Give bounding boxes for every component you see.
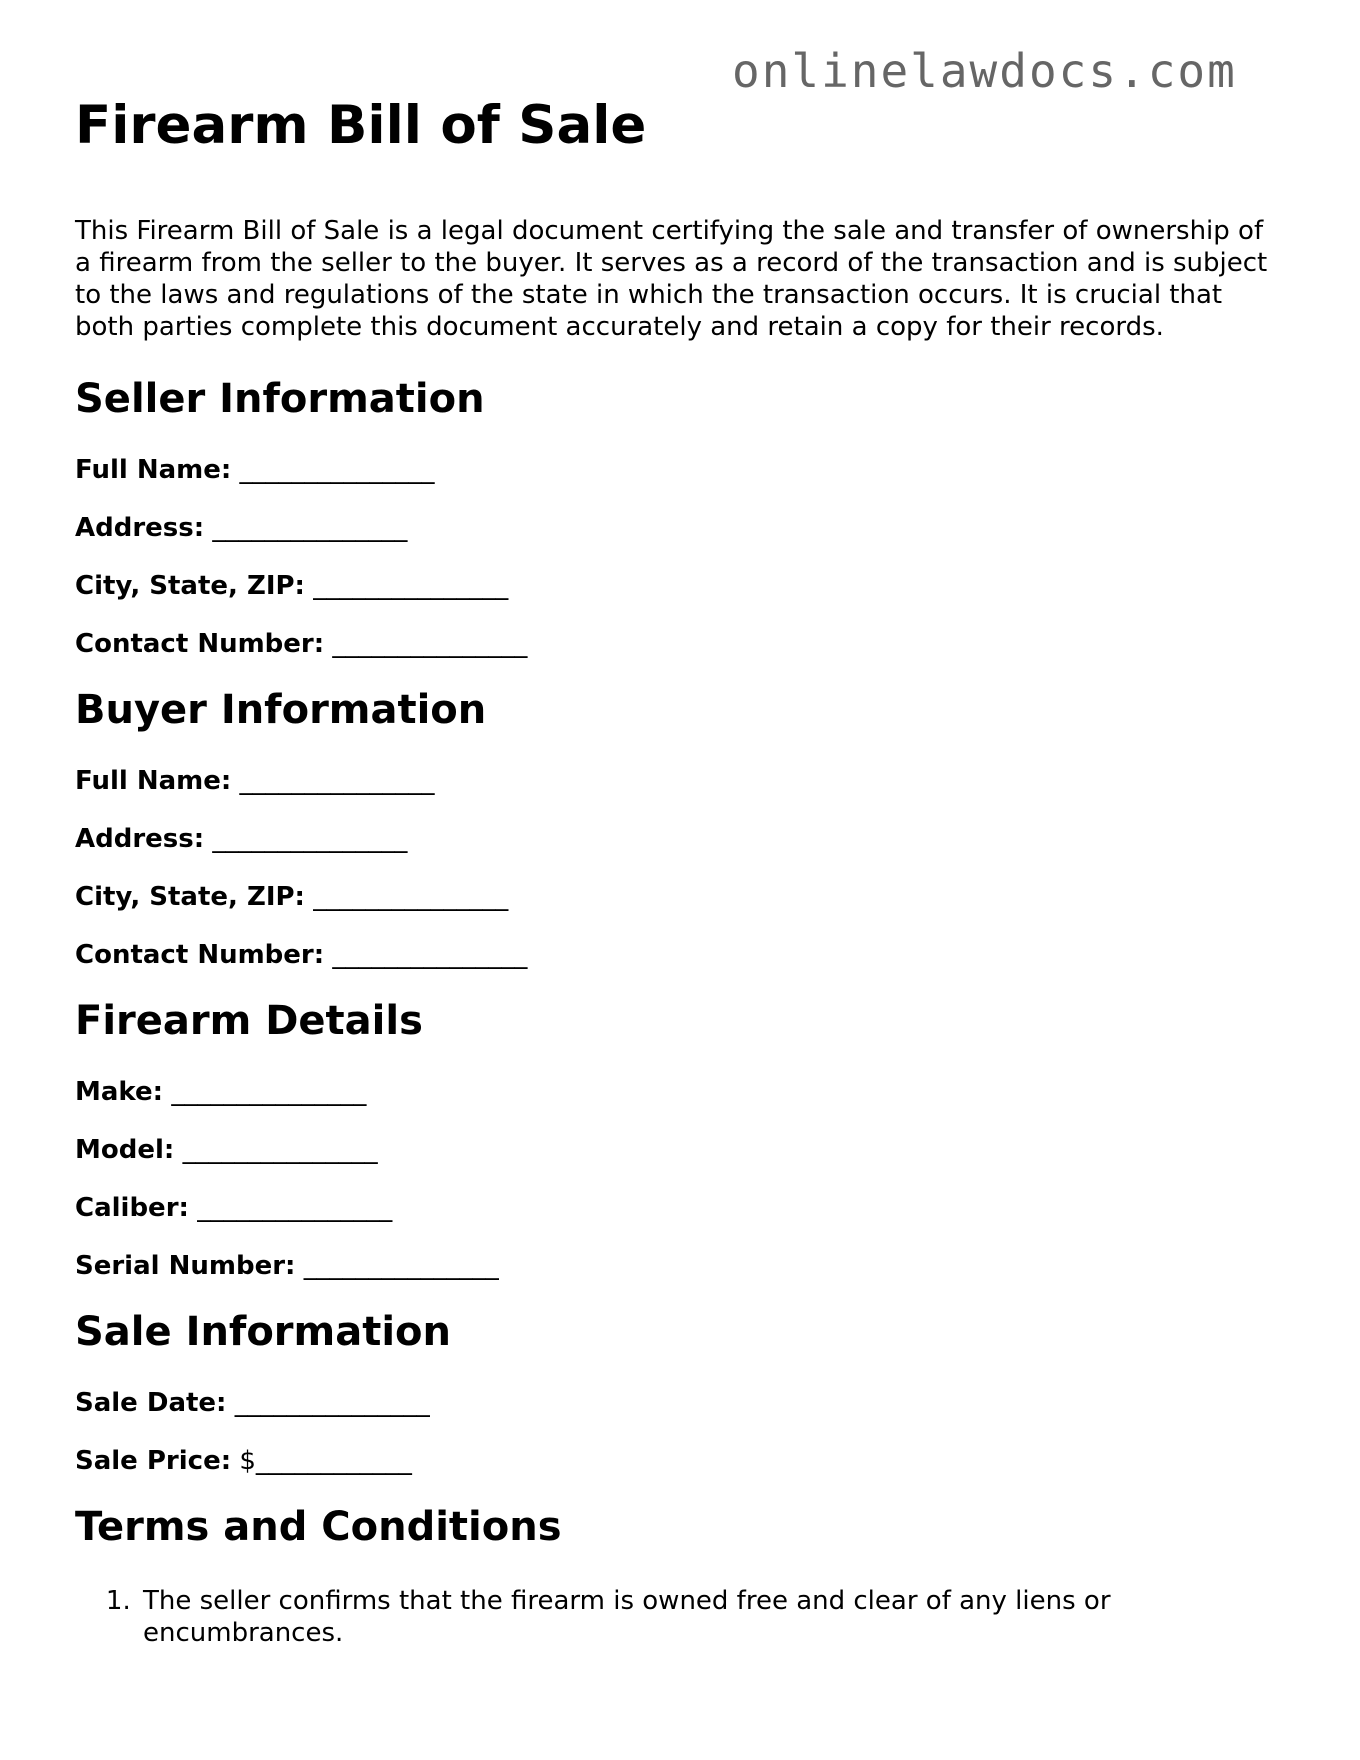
sale-heading: Sale Information <box>75 1308 451 1355</box>
firearm-section <box>75 997 1285 1282</box>
buyer-city-state-zip-field[interactable] <box>75 881 1285 913</box>
field-blank[interactable]: _______________ <box>239 765 435 796</box>
field-blank[interactable]: _______________ <box>182 1134 378 1165</box>
field-label: Make: <box>75 1076 164 1107</box>
document-body <box>75 92 1285 1649</box>
field-label: Address: <box>75 823 205 854</box>
terms-item: 1. The seller confirms that the firearm is owned free and clear of any liens or encumbrances. <box>139 1585 1285 1649</box>
field-blank[interactable]: _______________ <box>212 823 408 854</box>
field-label: Full Name: <box>75 454 232 485</box>
field-label: City, State, ZIP: <box>75 881 305 912</box>
field-label: Sale Date: <box>75 1387 227 1418</box>
firearm-caliber-field[interactable] <box>75 1192 1285 1224</box>
field-label: Sale Price: <box>75 1445 232 1476</box>
field-label: Full Name: <box>75 765 232 796</box>
intro-paragraph: This Firearm Bill of Sale is a legal document certifying the sale and transfer of ownership of a firearm from the seller to the buyer. It serves as a record of the transaction and is subject to the laws and regulations of the state in which the transaction occurs. It is crucial that both parties complete this document accurately and retain a copy for their records. <box>75 215 1268 342</box>
firearm-model-field[interactable] <box>75 1134 1285 1166</box>
firearm-heading: Firearm Details <box>75 997 423 1044</box>
field-label: Contact Number: <box>75 939 325 970</box>
terms-list <box>75 1585 1285 1649</box>
field-label: Serial Number: <box>75 1250 296 1281</box>
field-blank[interactable]: _______________ <box>171 1076 367 1107</box>
field-blank[interactable]: _______________ <box>234 1387 430 1418</box>
field-blank[interactable]: _______________ <box>197 1192 393 1223</box>
sale-section <box>75 1308 1285 1477</box>
field-blank[interactable]: _______________ <box>332 628 528 659</box>
terms-heading: Terms and Conditions <box>75 1503 562 1550</box>
seller-full-name-field[interactable] <box>75 454 1285 486</box>
terms-section <box>75 1503 1285 1649</box>
field-blank[interactable]: $____________ <box>239 1445 412 1476</box>
seller-section <box>75 375 1285 660</box>
document-title: Firearm Bill of Sale <box>75 95 647 156</box>
field-blank[interactable]: _______________ <box>303 1250 499 1281</box>
seller-city-state-zip-field[interactable] <box>75 570 1285 602</box>
field-label: Address: <box>75 512 205 543</box>
field-label: City, State, ZIP: <box>75 570 305 601</box>
sale-date-field[interactable] <box>75 1387 1285 1419</box>
firearm-serial-number-field[interactable] <box>75 1250 1285 1282</box>
seller-contact-number-field[interactable] <box>75 628 1285 660</box>
firearm-make-field[interactable] <box>75 1076 1285 1108</box>
field-blank[interactable]: _______________ <box>212 512 408 543</box>
field-label: Model: <box>75 1134 175 1165</box>
field-blank[interactable]: _______________ <box>313 570 509 601</box>
buyer-full-name-field[interactable] <box>75 765 1285 797</box>
buyer-address-field[interactable] <box>75 823 1285 855</box>
buyer-contact-number-field[interactable] <box>75 939 1285 971</box>
watermark: onlinelawdocs.com <box>732 44 1237 98</box>
seller-heading: Seller Information <box>75 375 485 422</box>
field-blank[interactable]: _______________ <box>313 881 509 912</box>
buyer-section <box>75 686 1285 971</box>
field-blank[interactable]: _______________ <box>332 939 528 970</box>
field-blank[interactable]: _______________ <box>239 454 435 485</box>
field-label: Contact Number: <box>75 628 325 659</box>
field-label: Caliber: <box>75 1192 189 1223</box>
seller-address-field[interactable] <box>75 512 1285 544</box>
sale-price-field[interactable] <box>75 1445 1285 1477</box>
buyer-heading: Buyer Information <box>75 686 487 733</box>
